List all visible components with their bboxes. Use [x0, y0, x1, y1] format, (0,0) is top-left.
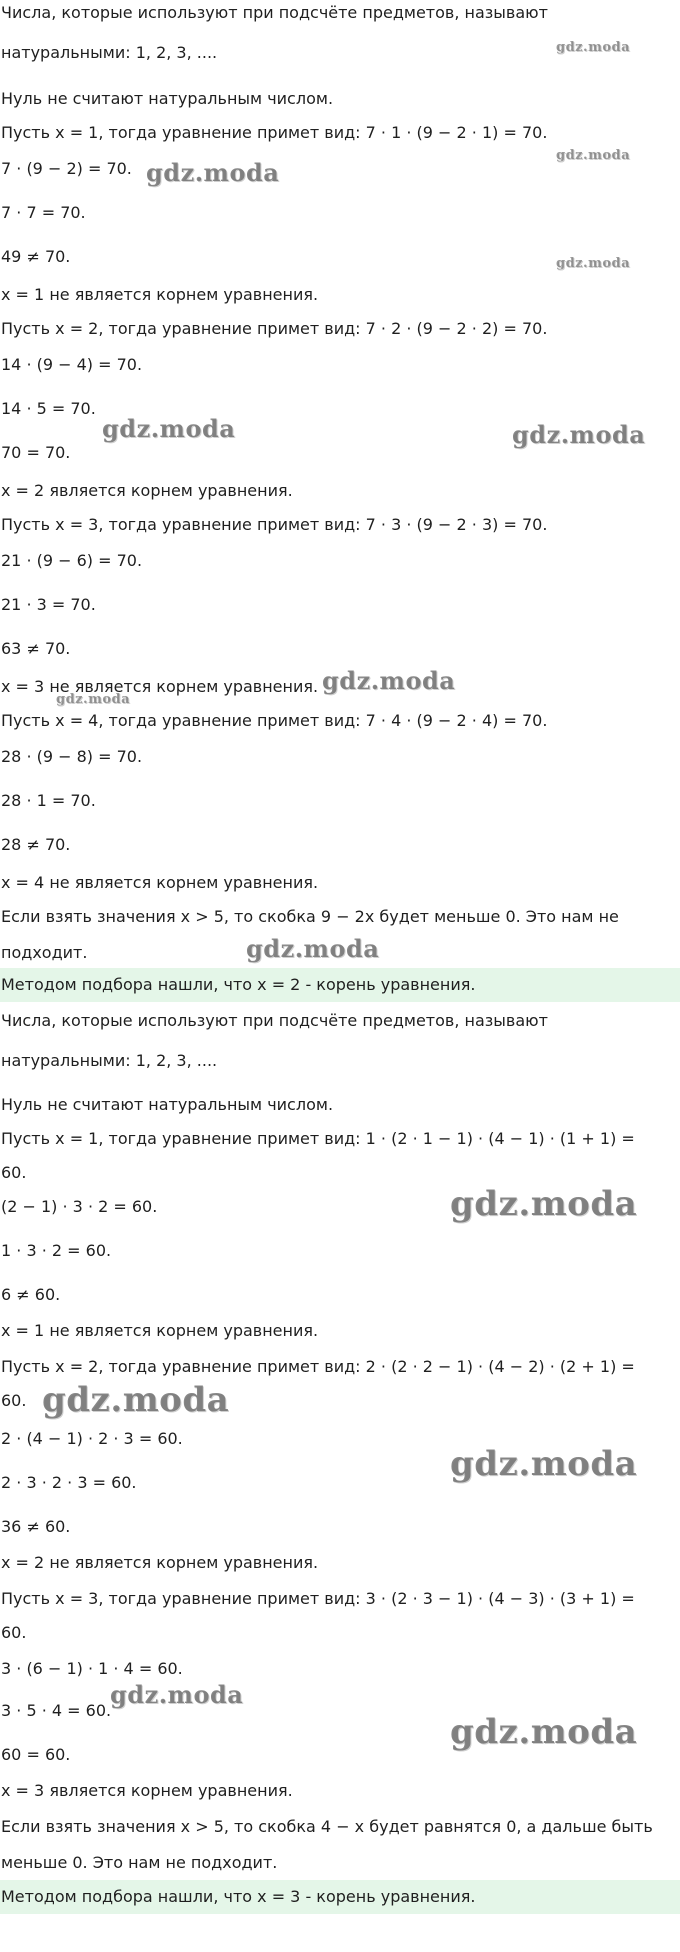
- text-line: 70 = 70.: [1, 443, 71, 462]
- text-line: Пусть x = 3, тогда уравнение примет вид: 3 · (2 · 3 − 1) · (4 − 3) · (3 + 1) =: [1, 1589, 635, 1608]
- text-line: натуральными: 1, 2, 3, ....: [1, 43, 218, 62]
- watermark: gdz.moda: [102, 414, 236, 443]
- text-line: Пусть x = 2, тогда уравнение примет вид: 7 · 2 · (9 − 2 · 2) = 70.: [1, 319, 548, 338]
- text-line: Пусть x = 1, тогда уравнение примет вид: 1 · (2 · 1 − 1) · (4 − 1) · (1 + 1) =: [1, 1129, 635, 1148]
- text-line: 63 ≠ 70.: [1, 639, 71, 658]
- text-line: подходит.: [1, 943, 88, 962]
- text-line: 36 ≠ 60.: [1, 1517, 71, 1536]
- text-line: 21 · 3 = 70.: [1, 595, 96, 614]
- watermark: gdz.moda: [556, 40, 631, 55]
- text-line: 28 · (9 − 8) = 70.: [1, 747, 143, 766]
- text-line: 1 · 3 · 2 = 60.: [1, 1241, 112, 1260]
- text-line: 3 · (6 − 1) · 1 · 4 = 60.: [1, 1659, 183, 1678]
- text-line: 6 ≠ 60.: [1, 1285, 61, 1304]
- text-line: натуральными: 1, 2, 3, ....: [1, 1051, 218, 1070]
- text-line: 28 · 1 = 70.: [1, 791, 96, 810]
- watermark: gdz.moda: [110, 1680, 244, 1709]
- text-line: Числа, которые используют при подсчёте предметов, называют: [1, 1011, 548, 1030]
- watermark: gdz.moda: [42, 1380, 230, 1420]
- watermark: gdz.moda: [556, 256, 631, 271]
- text-line: 49 ≠ 70.: [1, 247, 71, 266]
- text-line: x = 4 не является корнем уравнения.: [1, 873, 319, 892]
- watermark: gdz.moda: [246, 934, 380, 963]
- text-line: 60.: [1, 1623, 27, 1642]
- text-line: 3 · 5 · 4 = 60.: [1, 1701, 112, 1720]
- text-line: x = 1 не является корнем уравнения.: [1, 1321, 319, 1340]
- text-line: 14 · (9 − 4) = 70.: [1, 355, 143, 374]
- text-line: 21 · (9 − 6) = 70.: [1, 551, 143, 570]
- answer-highlight: Методом подбора нашли, что x = 3 - корень уравнения.: [0, 1880, 680, 1914]
- text-line: x = 1 не является корнем уравнения.: [1, 285, 319, 304]
- text-line: Пусть x = 3, тогда уравнение примет вид: 7 · 3 · (9 − 2 · 3) = 70.: [1, 515, 548, 534]
- text-line: 28 ≠ 70.: [1, 835, 71, 854]
- watermark: gdz.moda: [146, 158, 280, 187]
- text-line: x = 3 не является корнем уравнения.: [1, 677, 319, 696]
- watermark: gdz.moda: [450, 1712, 638, 1752]
- text-line: Если взять значения x > 5, то скобка 9 − 2x будет меньше 0. Это нам не: [1, 907, 619, 926]
- watermark: gdz.moda: [450, 1444, 638, 1484]
- watermark: gdz.moda: [512, 420, 646, 449]
- text-line: x = 2 является корнем уравнения.: [1, 481, 293, 500]
- text-line: 60.: [1, 1391, 27, 1410]
- watermark: gdz.moda: [322, 666, 456, 695]
- text-line: 60 = 60.: [1, 1745, 71, 1764]
- text-line: Нуль не считают натуральным числом.: [1, 1095, 334, 1114]
- watermark: gdz.moda: [450, 1184, 638, 1224]
- text-line: Если взять значения x > 5, то скобка 4 − x будет равнятся 0, а дальше быть: [1, 1817, 653, 1836]
- text-line: 7 · (9 − 2) = 70.: [1, 159, 132, 178]
- text-line: 60.: [1, 1163, 27, 1182]
- text-line: меньше 0. Это нам не подходит.: [1, 1853, 278, 1872]
- answer-highlight: Методом подбора нашли, что x = 2 - корень уравнения.: [0, 968, 680, 1002]
- text-line: x = 3 является корнем уравнения.: [1, 1781, 293, 1800]
- text-line: 14 · 5 = 70.: [1, 399, 96, 418]
- watermark: gdz.moda: [556, 148, 631, 163]
- text-line: 2 · 3 · 2 · 3 = 60.: [1, 1473, 137, 1492]
- text-line: Числа, которые используют при подсчёте предметов, называют: [1, 3, 548, 22]
- text-line: (2 − 1) · 3 · 2 = 60.: [1, 1197, 158, 1216]
- text-line: Пусть x = 4, тогда уравнение примет вид: 7 · 4 · (9 − 2 · 4) = 70.: [1, 711, 548, 730]
- text-line: 7 · 7 = 70.: [1, 203, 86, 222]
- text-line: 2 · (4 − 1) · 2 · 3 = 60.: [1, 1429, 183, 1448]
- text-line: Нуль не считают натуральным числом.: [1, 89, 334, 108]
- text-line: Пусть x = 1, тогда уравнение примет вид: 7 · 1 · (9 − 2 · 1) = 70.: [1, 123, 548, 142]
- watermark: gdz.moda: [56, 692, 131, 707]
- text-line: x = 2 не является корнем уравнения.: [1, 1553, 319, 1572]
- text-line: Пусть x = 2, тогда уравнение примет вид: 2 · (2 · 2 − 1) · (4 − 2) · (2 + 1) =: [1, 1357, 635, 1376]
